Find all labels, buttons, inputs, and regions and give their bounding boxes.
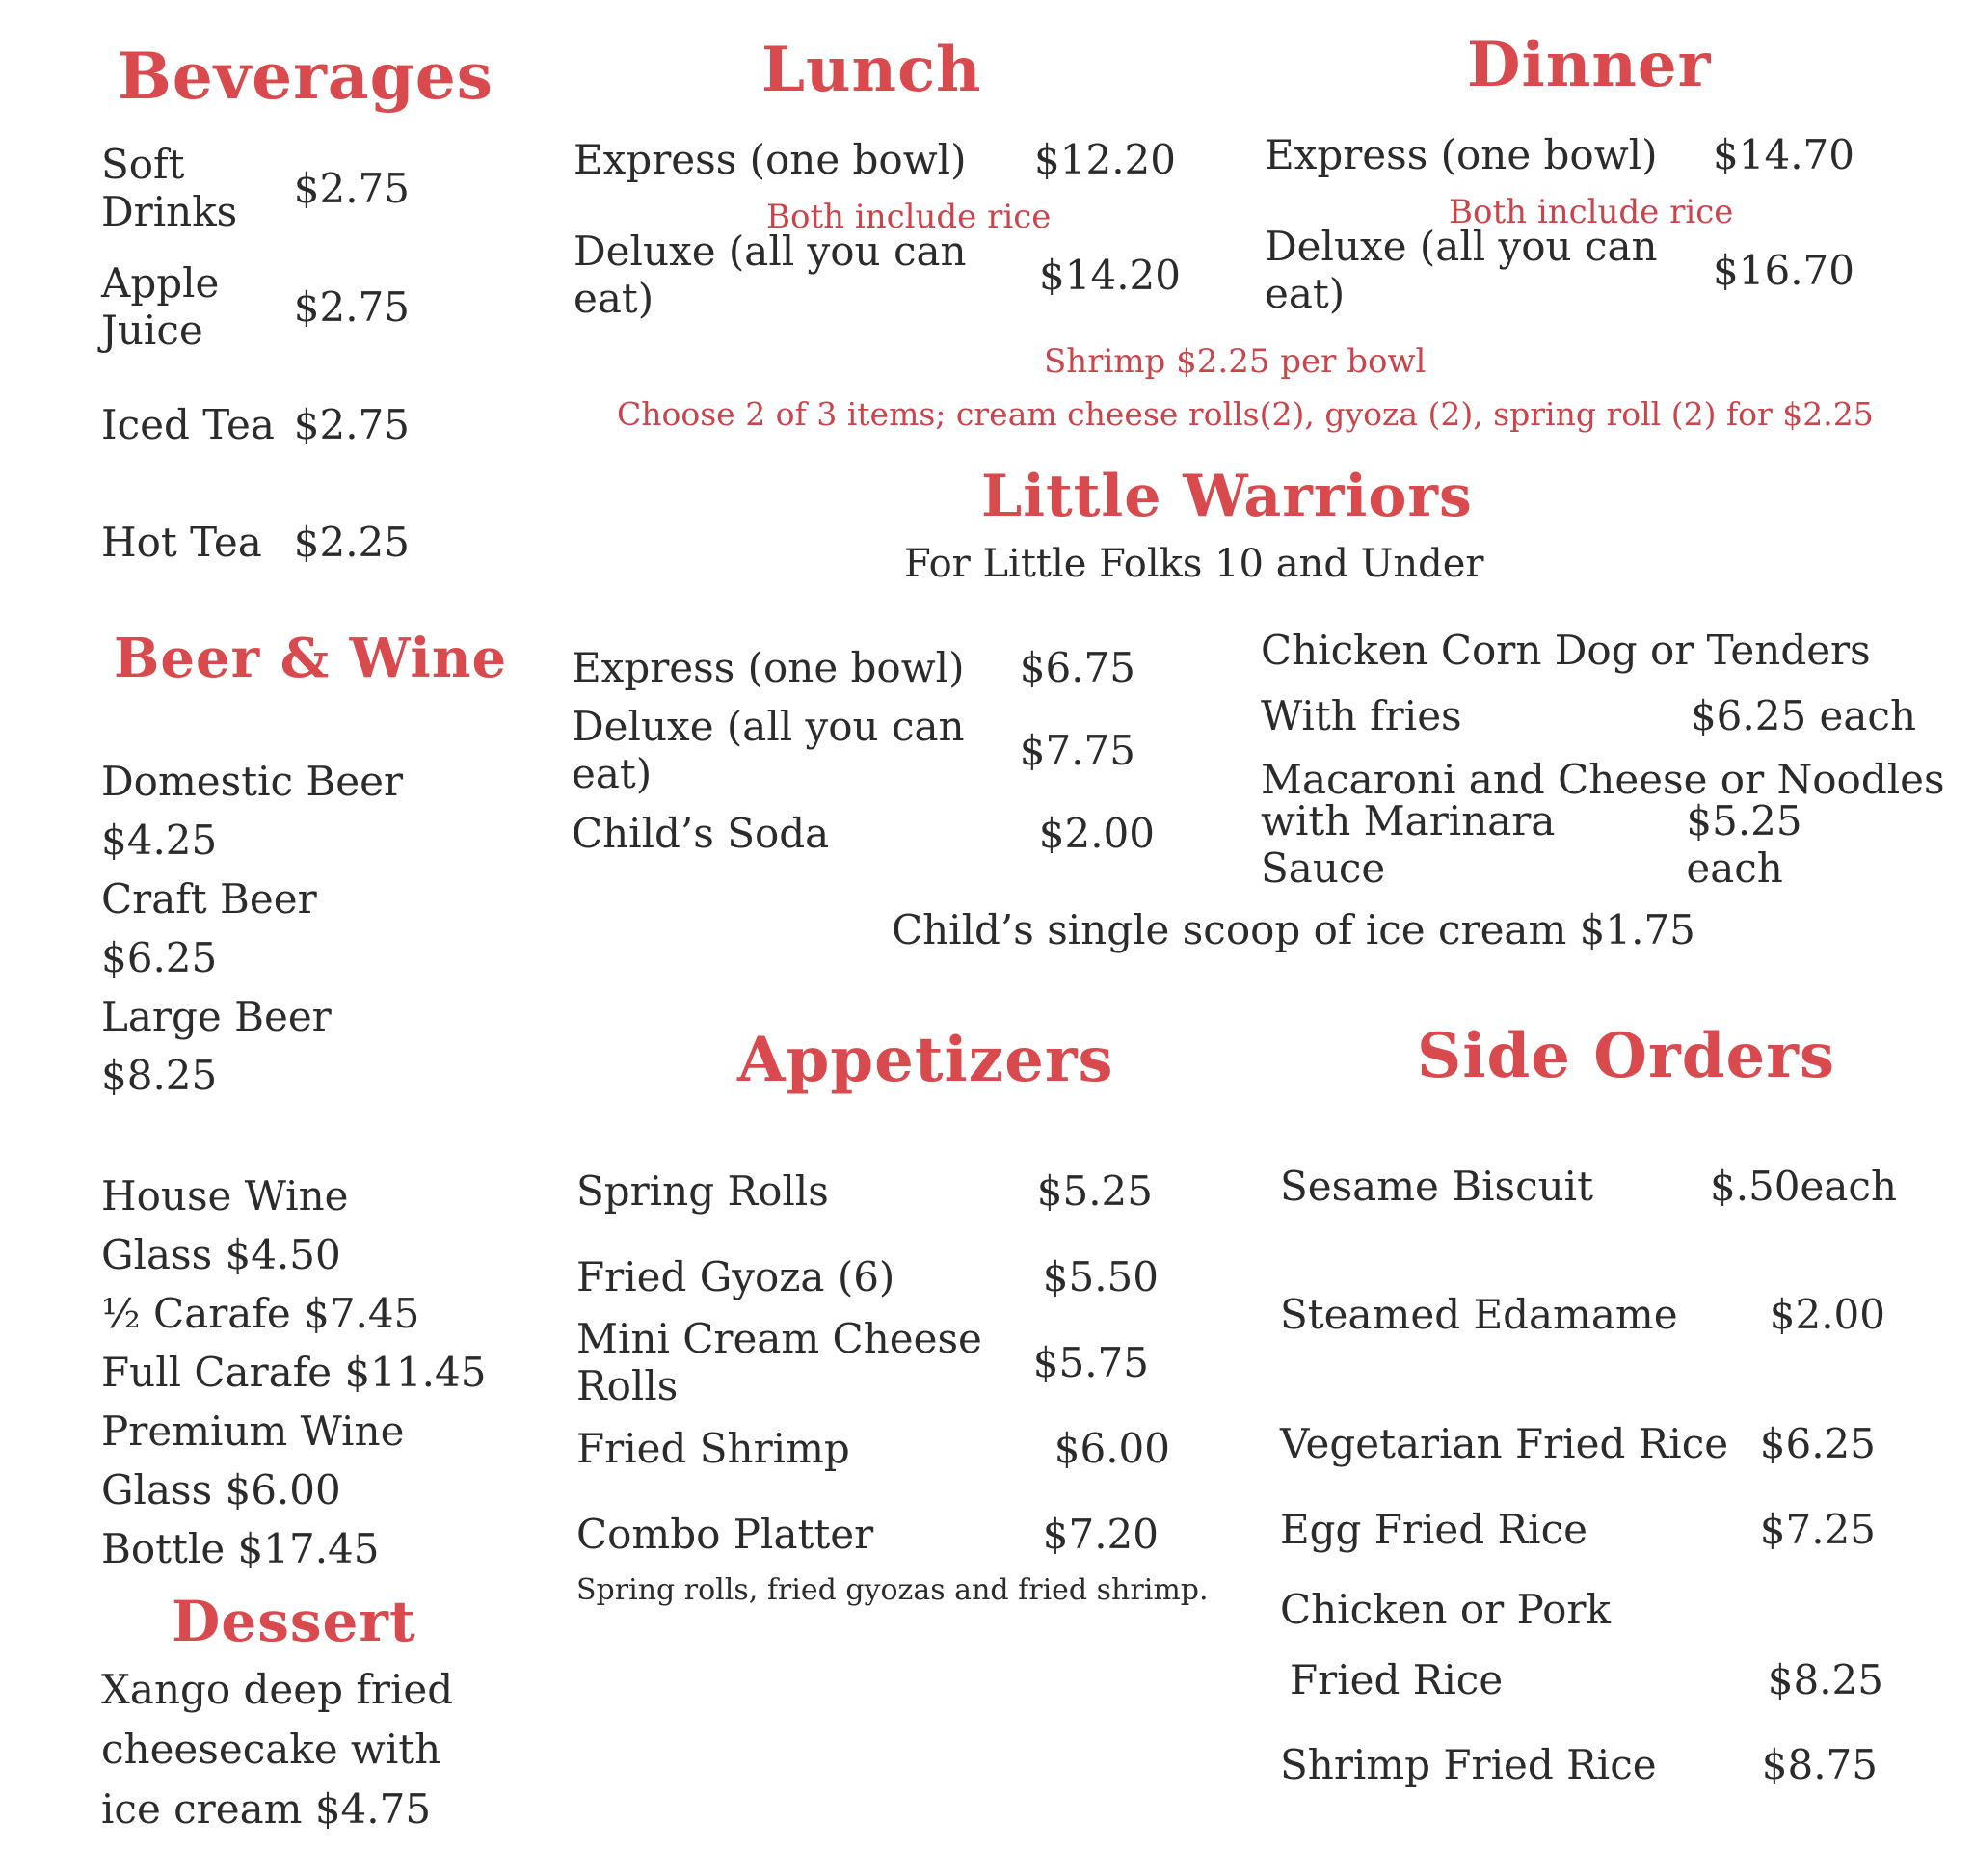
item-name: Shrimp Fried Rice xyxy=(1280,1740,1657,1788)
menu-item xyxy=(1280,1500,1876,1558)
menu-item xyxy=(572,804,1155,862)
dessert-text xyxy=(101,1660,453,1839)
wine-line: Full Carafe $11.45 xyxy=(101,1349,487,1396)
item-name: with Marinara Sauce xyxy=(1261,797,1556,892)
mac-cheese-line: Macaroni and Cheese or Noodles xyxy=(1261,756,1945,803)
beer-line: $4.25 xyxy=(101,817,218,864)
menu-item xyxy=(1261,686,1916,744)
lunch-heading: Lunch xyxy=(761,34,982,106)
choose-note: Choose 2 of 3 items; cream cheese rolls(2), gyoza (2), spring roll (2) for $2.25 xyxy=(617,395,1874,433)
appetizers-heading: Appetizers xyxy=(737,1024,1114,1096)
item-name: Express (one bowl) xyxy=(1265,130,1658,178)
menu-item xyxy=(572,638,1135,696)
beer-line: $6.25 xyxy=(101,934,218,981)
item-name: Hot Tea xyxy=(101,518,262,566)
item-price: $5.25 each xyxy=(1686,797,1802,892)
beer-list xyxy=(101,752,403,1105)
item-price: $14.70 xyxy=(1713,130,1854,178)
item-price: $2.75 xyxy=(293,164,410,212)
beverages-heading: Beverages xyxy=(118,39,494,114)
item-name: Sesame Biscuit xyxy=(1280,1162,1593,1210)
item-name: Deluxe (all you can eat) xyxy=(572,703,965,797)
dinner-rice-note: Both include rice xyxy=(1449,193,1734,231)
menu-item xyxy=(1280,1157,1897,1215)
item-price: $7.75 xyxy=(1019,726,1135,774)
menu-item xyxy=(1280,1650,1883,1708)
item-price: $2.00 xyxy=(1038,809,1155,857)
menu-item xyxy=(576,1315,1149,1409)
item-price: $7.25 xyxy=(1759,1505,1876,1553)
item-price: $6.25 xyxy=(1759,1419,1876,1467)
chicken-pork-line: Chicken or Pork xyxy=(1280,1586,1611,1633)
beer-line: Domestic Beer xyxy=(101,758,404,805)
menu-item xyxy=(1280,1414,1876,1472)
dessert-line: ice cream $4.75 xyxy=(101,1785,432,1833)
menu-item xyxy=(101,259,410,354)
beer-wine-heading: Beer & Wine xyxy=(114,627,508,690)
wine-line: Premium Wine xyxy=(101,1407,405,1455)
item-name: Fried Shrimp xyxy=(576,1424,850,1472)
item-name: Iced Tea xyxy=(101,400,275,448)
menu-item xyxy=(576,1247,1159,1305)
item-name: Fried Gyoza (6) xyxy=(576,1252,895,1300)
beer-line: Large Beer xyxy=(101,993,332,1040)
menu-item xyxy=(1265,125,1854,183)
item-name: With fries xyxy=(1261,691,1462,739)
dessert-line: cheesecake with xyxy=(101,1726,441,1773)
item-price: $5.75 xyxy=(1032,1338,1149,1386)
corn-dog-line: Chicken Corn Dog or Tenders xyxy=(1261,627,1871,674)
dessert-heading: Dessert xyxy=(172,1589,416,1654)
menu-item xyxy=(576,1505,1159,1563)
lunch-rice-note: Both include rice xyxy=(766,198,1052,236)
item-price: $8.75 xyxy=(1761,1740,1878,1788)
menu-item xyxy=(576,1419,1170,1477)
item-price: $2.75 xyxy=(293,400,410,448)
item-price: $6.00 xyxy=(1054,1424,1170,1472)
item-price: $2.00 xyxy=(1769,1290,1885,1338)
menu-item xyxy=(101,513,410,571)
item-price: $.50each xyxy=(1710,1162,1897,1210)
menu-item xyxy=(101,395,410,453)
item-name: Express (one bowl) xyxy=(572,643,965,691)
item-price: $16.70 xyxy=(1713,246,1854,294)
little-warriors-subtitle: For Little Folks 10 and Under xyxy=(904,542,1484,586)
item-name: Vegetarian Fried Rice xyxy=(1280,1419,1729,1467)
item-price: $5.50 xyxy=(1042,1252,1159,1300)
menu-item xyxy=(101,141,410,235)
wine-line: Glass $4.50 xyxy=(101,1231,341,1278)
wine-list xyxy=(101,1166,486,1578)
shrimp-note: Shrimp $2.25 per bowl xyxy=(1044,342,1427,381)
item-name: Deluxe (all you can eat) xyxy=(1265,223,1658,317)
beer-line: $8.25 xyxy=(101,1052,218,1099)
side-orders-heading: Side Orders xyxy=(1417,1020,1835,1092)
menu-item xyxy=(572,703,1135,797)
ice-cream-line: Child’s single scoop of ice cream $1.75 xyxy=(892,906,1695,953)
menu-item xyxy=(576,1162,1153,1219)
item-price: $2.75 xyxy=(293,282,410,331)
item-name: Express (one bowl) xyxy=(574,135,967,183)
item-price: $6.75 xyxy=(1019,643,1135,691)
combo-note: Spring rolls, fried gyozas and fried shrimp. xyxy=(576,1573,1209,1607)
item-name: Fried Rice xyxy=(1290,1655,1504,1703)
item-name: Mini Cream Cheese Rolls xyxy=(576,1315,982,1409)
wine-line: Bottle $17.45 xyxy=(101,1525,380,1572)
menu-item xyxy=(1280,1735,1878,1793)
item-name: Spring Rolls xyxy=(576,1166,829,1215)
item-price: $12.20 xyxy=(1034,135,1176,183)
menu-item xyxy=(574,228,1181,322)
item-price: $8.25 xyxy=(1767,1655,1883,1703)
item-name: Deluxe (all you can eat) xyxy=(574,228,967,322)
wine-line: ½ Carafe $7.45 xyxy=(101,1290,420,1337)
wine-line: Glass $6.00 xyxy=(101,1466,341,1514)
item-name: Child’s Soda xyxy=(572,809,830,857)
item-name: Steamed Edamame xyxy=(1280,1290,1678,1338)
little-warriors-heading: Little Warriors xyxy=(981,463,1473,530)
menu-item xyxy=(1280,1285,1885,1343)
item-price: $7.20 xyxy=(1042,1510,1159,1558)
item-name: Apple Juice xyxy=(101,259,220,354)
item-name: Soft Drinks xyxy=(101,141,238,235)
beer-line: Craft Beer xyxy=(101,875,317,923)
menu-item xyxy=(574,130,1176,188)
item-price: $5.25 xyxy=(1036,1166,1153,1215)
menu-item xyxy=(1265,223,1854,317)
item-price: $14.20 xyxy=(1039,251,1181,299)
item-price: $6.25 each xyxy=(1690,691,1916,739)
item-name: Combo Platter xyxy=(576,1510,874,1558)
menu-item xyxy=(1261,797,1908,892)
item-price: $2.25 xyxy=(293,518,410,566)
dinner-heading: Dinner xyxy=(1467,29,1712,101)
dessert-line: Xango deep fried xyxy=(101,1666,454,1713)
item-name: Egg Fried Rice xyxy=(1280,1505,1587,1553)
wine-line: House Wine xyxy=(101,1172,349,1219)
